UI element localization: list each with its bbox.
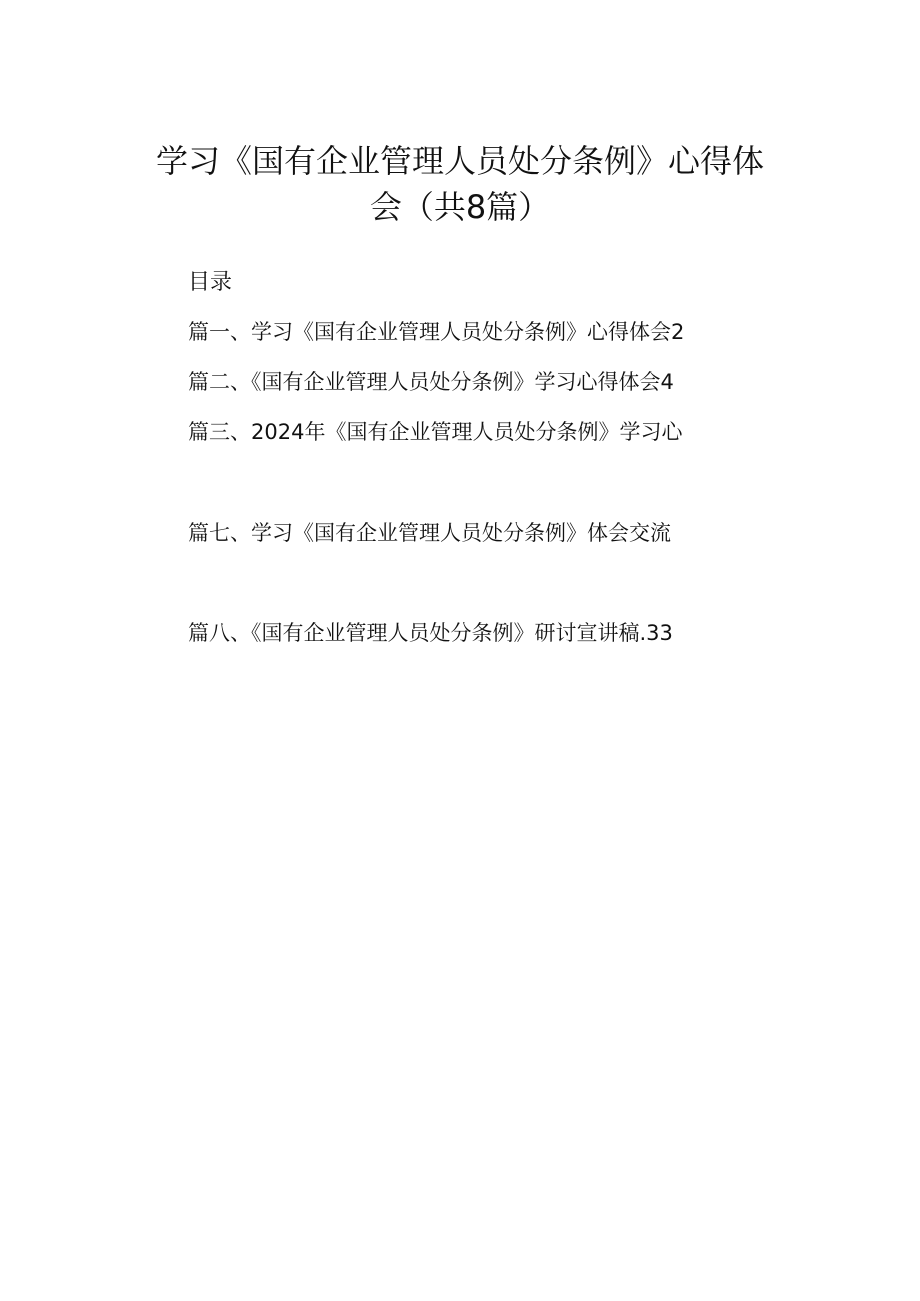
- toc-item-7[interactable]: 篇七、学习《国有企业管理人员处分条例》体会交流: [188, 521, 671, 545]
- toc-item-2[interactable]: 篇二、《国有企业管理人员处分条例》学习心得体会4: [188, 370, 674, 394]
- title-line-2: 会（共8篇）: [369, 188, 551, 226]
- toc-item-8[interactable]: 篇八、《国有企业管理人员处分条例》研讨宣讲稿.33: [188, 621, 673, 645]
- document-title: [140, 138, 780, 230]
- title-line-1: 学习《国有企业管理人员处分条例》心得体: [155, 142, 764, 180]
- toc-item-1[interactable]: 篇一、学习《国有企业管理人员处分条例》心得体会2: [188, 320, 685, 344]
- toc-heading: 目录: [188, 270, 233, 295]
- toc-item-3[interactable]: 篇三、2024年《国有企业管理人员处分条例》学习心: [188, 420, 683, 444]
